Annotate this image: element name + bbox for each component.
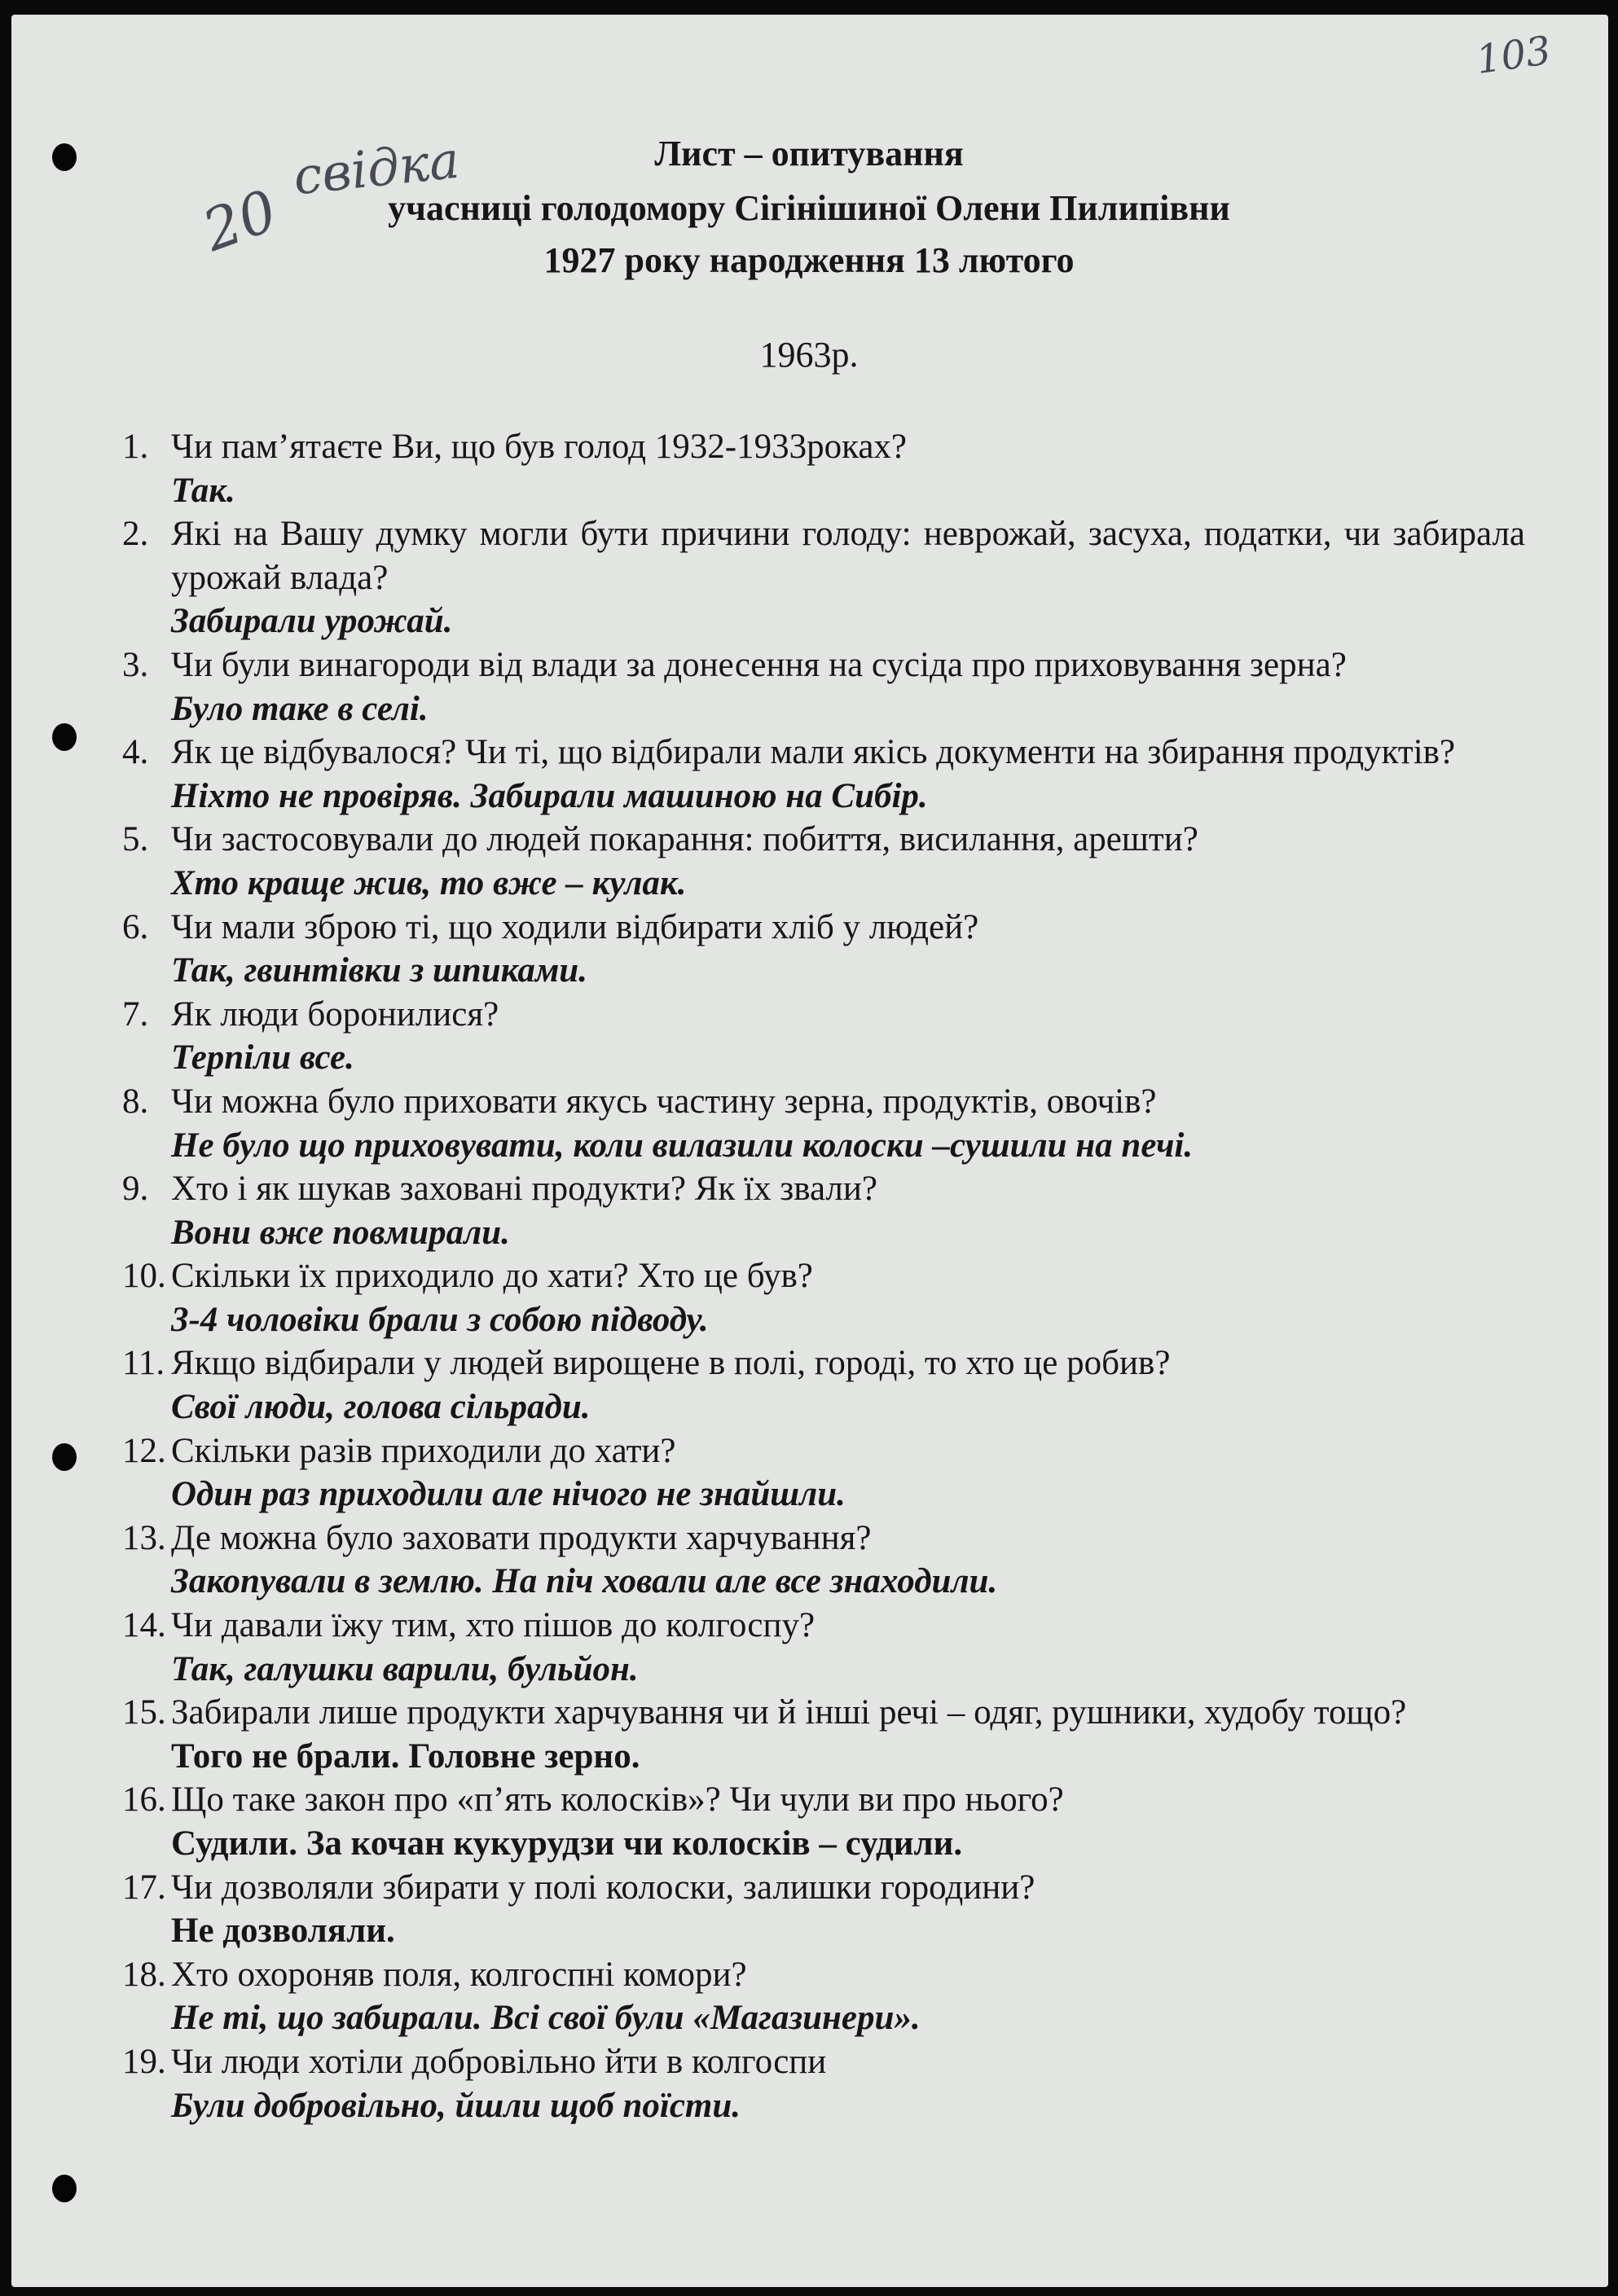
question-text: Хто і як шукав заховані продукти? Як їх звали?: [171, 1170, 877, 1209]
question-text: Чи застосовували до людей покарання: побиття, висилання, арешти?: [171, 820, 1198, 859]
answer-text: 3-4 чоловіки брали з собою підводу.: [171, 1300, 709, 1339]
question-item: [122, 1691, 1525, 1778]
question-item: [122, 2040, 1525, 2127]
answer-text: Не було що приховувати, коли вилазили колоски –сушили на печі.: [171, 1126, 1194, 1165]
question-number: 8.: [122, 1082, 149, 1121]
question-number: 7.: [122, 994, 149, 1034]
handwritten-page-number: 103: [1473, 27, 1554, 84]
question-body: [171, 1167, 1525, 1254]
punch-hole: [52, 723, 77, 751]
punch-hole: [52, 1443, 77, 1471]
question-body: [171, 731, 1525, 818]
answer-text: Хто краще жив, то вже – кулак.: [171, 863, 687, 902]
question-number: 16.: [122, 1780, 166, 1820]
question-text: Чи мали зброю ті, що ходили відбирати хліб у людей?: [171, 907, 979, 946]
question-text: Де можна було заховати продукти харчування?: [171, 1518, 872, 1557]
question-body: [171, 906, 1525, 993]
question-item: [122, 1778, 1525, 1865]
question-number: 15.: [122, 1693, 166, 1732]
question-text: Чи пам’ятаєте Ви, що був голод 1932-1933роках?: [171, 428, 908, 466]
answer-text: Були добровільно, йшли щоб поїсти.: [171, 2086, 741, 2125]
question-item: [122, 512, 1525, 643]
question-text: Скільки разів приходили до хати?: [171, 1431, 676, 1470]
answer-text: Так.: [171, 471, 235, 510]
question-body: [171, 1691, 1525, 1778]
answer-text: Так, гвинтівки з шпиками.: [171, 951, 587, 990]
question-item: [122, 1604, 1525, 1691]
handwritten-note-word: свідка: [290, 130, 463, 207]
document-year: 1963р.: [759, 335, 859, 375]
question-text: Чи люди хотіли добровільно йти в колгоспи: [171, 2042, 827, 2081]
document-subtitle: учасниці голодомору Сігінішиної Олени Пилипівни: [388, 188, 1230, 228]
question-body: [171, 512, 1525, 643]
question-item: [122, 906, 1525, 993]
question-number: 11.: [122, 1344, 165, 1383]
answer-text: Того не брали. Головне зерно.: [171, 1736, 640, 1776]
question-item: [122, 818, 1525, 905]
question-item: [122, 425, 1525, 512]
question-text: Що таке закон про «п’ять колосків»? Чи чули ви про нього?: [171, 1780, 1064, 1820]
question-body: [171, 1778, 1525, 1865]
question-number: 4.: [122, 733, 149, 772]
answer-text: Вони вже повмирали.: [171, 1213, 510, 1252]
document-title: Лист – опитування: [654, 134, 964, 173]
question-number: 12.: [122, 1431, 166, 1470]
question-number: 19.: [122, 2042, 166, 2081]
question-body: [171, 993, 1525, 1080]
question-text: Якщо відбирали у людей вирощене в полі, городі, то хто це робив?: [171, 1344, 1171, 1383]
questionnaire-list: [122, 425, 1525, 2127]
answer-text: Забирали урожай.: [171, 602, 453, 641]
question-item: [122, 1429, 1525, 1517]
answer-text: Терпіли все.: [171, 1038, 354, 1078]
answer-text: Свої люди, голова сільради.: [171, 1388, 591, 1427]
answer-text: Один раз приходили але нічого не знайшли.: [171, 1475, 846, 1514]
question-body: [171, 818, 1525, 905]
question-body: [171, 1254, 1525, 1341]
question-number: 1.: [122, 428, 149, 466]
question-item: [122, 1953, 1525, 2040]
answer-text: Не дозволяли.: [171, 1912, 395, 1951]
answer-text: Так, галушки варили, бульйон.: [171, 1649, 639, 1688]
question-text: Чи давали їжу тим, хто пішов до колгоспу?: [171, 1606, 816, 1645]
answer-text: Ніхто не провіряв. Забирали машиною на Сибір.: [171, 776, 928, 815]
question-body: [171, 1341, 1525, 1429]
answer-text: Закопували в землю. На піч ховали але все знаходили.: [171, 1562, 998, 1601]
question-number: 5.: [122, 820, 149, 859]
question-number: 13.: [122, 1518, 166, 1557]
question-item: [122, 731, 1525, 818]
question-body: [171, 1429, 1525, 1517]
birth-info: 1927 року народження 13 лютого: [543, 240, 1075, 280]
question-number: 14.: [122, 1606, 166, 1645]
question-number: 2.: [122, 515, 149, 554]
question-body: [171, 1866, 1525, 1953]
question-body: [171, 1604, 1525, 1691]
question-item: [122, 643, 1525, 731]
question-body: [171, 425, 1525, 512]
question-item: [122, 1080, 1525, 1167]
question-number: 6.: [122, 907, 149, 946]
answer-text: Було таке в селі.: [171, 689, 429, 728]
question-number: 10.: [122, 1257, 166, 1296]
question-text: Як це відбувалося? Чи ті, що відбирали мали якісь документи на збирання продуктів?: [171, 733, 1456, 772]
question-text: Скільки їх приходило до хати? Хто це був?: [171, 1257, 813, 1296]
question-item: [122, 993, 1525, 1080]
answer-text: Судили. За кочан кукурудзи чи колосків – судили.: [171, 1824, 963, 1863]
question-text: Чи можна було приховати якусь частину зерна, продуктів, овочів?: [171, 1082, 1157, 1121]
question-body: [171, 1517, 1525, 1604]
handwritten-note-number: 20: [194, 177, 286, 265]
question-text: Забирали лише продукти харчування чи й інші речі – одяг, рушники, худобу тощо?: [171, 1693, 1407, 1732]
question-text: Хто охороняв поля, колгоспні комори?: [171, 1955, 747, 1994]
question-number: 9.: [122, 1170, 149, 1209]
answer-text: Не ті, що забирали. Всі свої були «Магазинери».: [171, 1999, 921, 2038]
question-item: [122, 1866, 1525, 1953]
question-text: Чи були винагороди від влади за донесення на сусіда про приховування зерна?: [171, 645, 1347, 684]
question-item: [122, 1254, 1525, 1341]
question-item: [122, 1517, 1525, 1604]
question-number: 17.: [122, 1868, 166, 1907]
question-text: Які на Вашу думку могли бути причини голоду: неврожай, засуха, податки, чи забирала урожай влада?: [171, 515, 1525, 597]
question-body: [171, 1080, 1525, 1167]
question-body: [171, 1953, 1525, 2040]
question-item: [122, 1167, 1525, 1254]
question-body: [171, 643, 1525, 731]
question-text: Як люди боронилися?: [171, 994, 499, 1034]
question-item: [122, 1341, 1525, 1429]
punch-hole: [52, 2175, 77, 2202]
question-body: [171, 2040, 1525, 2127]
question-text: Чи дозволяли збирати у полі колоски, залишки городини?: [171, 1868, 1035, 1907]
question-number: 18.: [122, 1955, 166, 1994]
question-number: 3.: [122, 645, 149, 684]
